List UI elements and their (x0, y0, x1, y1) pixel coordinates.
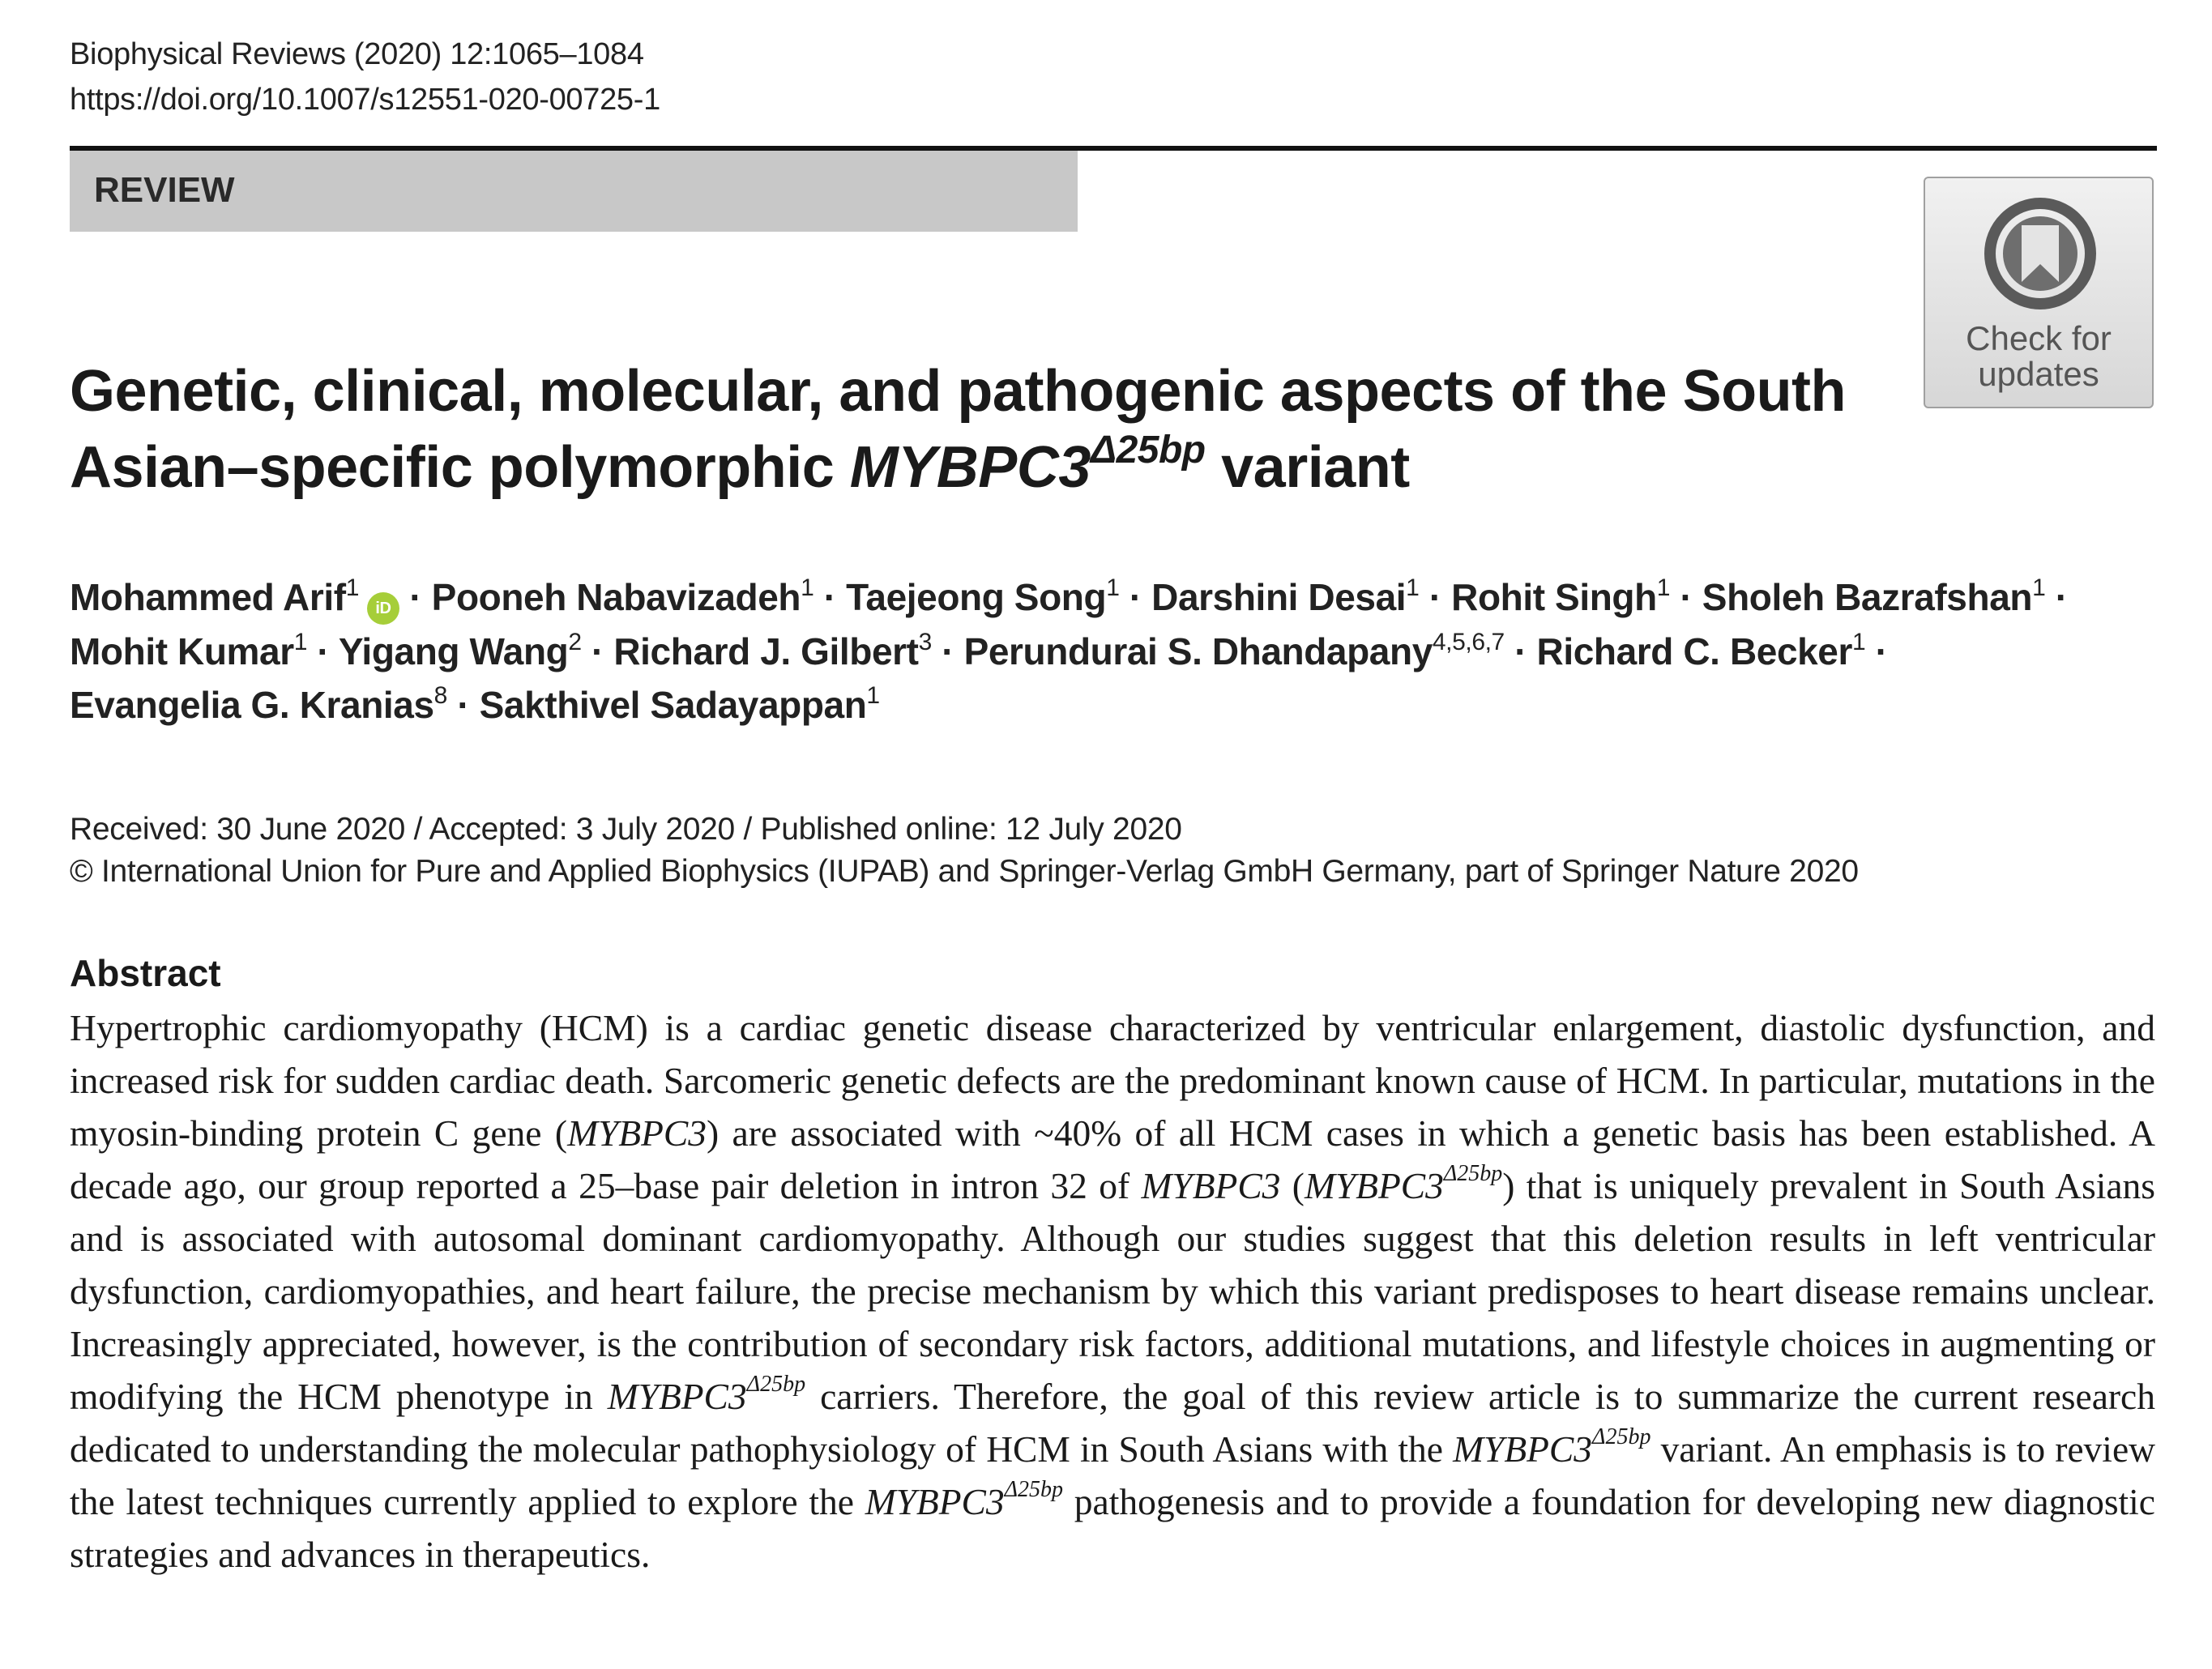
gene-name: MYBPC3 (1304, 1165, 1444, 1206)
check-for-updates-line2: updates (1978, 355, 2099, 393)
author-separator: · (1670, 576, 1702, 618)
author-separator: · (1504, 630, 1537, 672)
author-affiliation: 1 (345, 574, 359, 601)
author-list (70, 570, 2168, 732)
gene-name: MYBPC3 (567, 1112, 707, 1154)
copyright-notice: © International Union for Pure and Applied Biophysics (IUPAB) and Springer-Verlag GmbH Germany, part of Springer Nature 2020 (70, 854, 1859, 889)
author-name[interactable]: Sakthivel Sadayappan (479, 684, 867, 726)
author-affiliation: 1 (801, 574, 814, 601)
gene-superscript: Δ25bp (1004, 1477, 1064, 1502)
author-name[interactable]: Rohit Singh (1451, 576, 1657, 618)
author-separator: · (446, 684, 480, 726)
abstract-heading: Abstract (70, 952, 221, 994)
author-affiliation: 1 (1406, 574, 1420, 601)
author-affiliation: 8 (433, 682, 447, 709)
abstract-text: carriers. Therefore, the goal of this review article is to summarize the current research dedicated to understanding the molecular pathophysiology of HCM in South Asians with the (70, 1376, 2155, 1470)
author-separator: · (1119, 576, 1152, 618)
author-separator: · (581, 630, 614, 672)
author-affiliation: 4,5,6,7 (1432, 629, 1505, 655)
abstract-body (70, 1001, 2155, 1581)
gene-superscript: Δ25bp (1443, 1161, 1503, 1186)
author-affiliation: 1 (2032, 574, 2046, 601)
author-name[interactable]: Yigang Wang (338, 630, 569, 672)
check-for-updates-line1: Check for (1966, 319, 2112, 357)
author-separator: · (813, 576, 847, 618)
abstract-text: variant. An emphasis is to review the latest techniques currently applied to explore the (70, 1428, 2155, 1522)
abstract-text: Hypertrophic cardiomyopathy (HCM) is a cardiac genetic disease characterized by ventricular enlargement, diastolic dysfunction, and increased risk for sudden cardiac death. Sarcomeric genetic defects are the predominant known cause of HCM. In particular, mutations in the myosin-binding protein C gene ( (70, 1007, 2155, 1154)
title-text-end: variant (1205, 435, 1410, 500)
abstract-text: ) are associated with ~40% of all HCM cases in which a genetic basis has been established. A decade ago, our group reported a 25–base pair deletion in intron 32 of (70, 1112, 2155, 1206)
title-gene: MYBPC3 (849, 435, 1091, 500)
author-separator: · (931, 630, 964, 672)
gene-superscript: Δ25bp (746, 1372, 806, 1397)
author-name[interactable]: Pooneh Nabavizadeh (431, 576, 801, 618)
journal-citation: Biophysical Reviews (2020) 12:1065–1084 (70, 37, 644, 71)
bookmark-ring-icon (1979, 193, 2101, 314)
author-affiliation: 1 (866, 682, 880, 709)
author-name[interactable]: Taejeong Song (846, 576, 1107, 618)
author-separator: · (1865, 630, 1888, 672)
author-separator: · (399, 576, 432, 618)
title-text: Genetic, clinical, molecular, and pathogenic aspects of the South Asian–specific polymorphic (70, 359, 1847, 500)
gene-name: MYBPC3 (865, 1481, 1005, 1522)
author-name[interactable]: Perundurai S. Dhandapany (963, 630, 1433, 672)
title-gene-superscript: Δ25bp (1090, 429, 1206, 472)
author-name[interactable]: Darshini Desai (1151, 576, 1407, 618)
abstract-text: ) that is uniquely prevalent in South Asians and is associated with autosomal dominant cardiomyopathy. Although our studies suggest that this deletion results in left ventricular dysfunction, cardiomyopathies, and heart failure, the precise mechanism by which this variant predisposes to heart disease remains unclear. Increasingly appreciated, however, is the contribution of secondary risk factors, additional mutations, and lifestyle choices in augmenting or modifying the HCM phenotype in (70, 1165, 2155, 1417)
check-for-updates-button[interactable] (1924, 177, 2154, 408)
author-name[interactable]: Richard C. Becker (1536, 630, 1852, 672)
article-type-banner (70, 151, 1078, 232)
gene-superscript: Δ25bp (1592, 1424, 1651, 1449)
gene-name: MYBPC3 (1141, 1165, 1281, 1206)
author-affiliation: 1 (1852, 629, 1866, 655)
doi-link[interactable]: https://doi.org/10.1007/s12551-020-00725-1 (70, 83, 660, 117)
author-separator: · (1419, 576, 1452, 618)
gene-name: MYBPC3 (1453, 1428, 1593, 1470)
abstract-text: ( (1280, 1165, 1305, 1206)
author-affiliation: 1 (293, 629, 307, 655)
author-affiliation: 2 (568, 629, 582, 655)
author-separator: · (2045, 576, 2068, 618)
orcid-icon[interactable]: iD (367, 592, 399, 625)
check-for-updates-label (1925, 321, 2152, 392)
author-affiliation: 1 (1106, 574, 1120, 601)
publication-dates: Received: 30 June 2020 / Accepted: 3 July 2020 / Published online: 12 July 2020 (70, 812, 1182, 847)
author-name[interactable]: Mohit Kumar (70, 630, 294, 672)
article-title (70, 353, 1933, 506)
gene-name: MYBPC3 (607, 1376, 747, 1417)
author-name[interactable]: Richard J. Gilbert (613, 630, 919, 672)
article-type-label: REVIEW (94, 170, 235, 210)
author-name[interactable]: Sholeh Bazrafshan (1702, 576, 2033, 618)
author-separator: · (307, 630, 339, 672)
author-name[interactable]: Mohammed Arif (70, 576, 346, 618)
author-affiliation: 1 (1656, 574, 1671, 601)
author-name[interactable]: Evangelia G. Kranias (70, 684, 434, 726)
abstract-text: pathogenesis and to provide a foundation for developing new diagnostic strategies and advances in therapeutics. (70, 1481, 2156, 1575)
author-affiliation: 3 (918, 629, 932, 655)
